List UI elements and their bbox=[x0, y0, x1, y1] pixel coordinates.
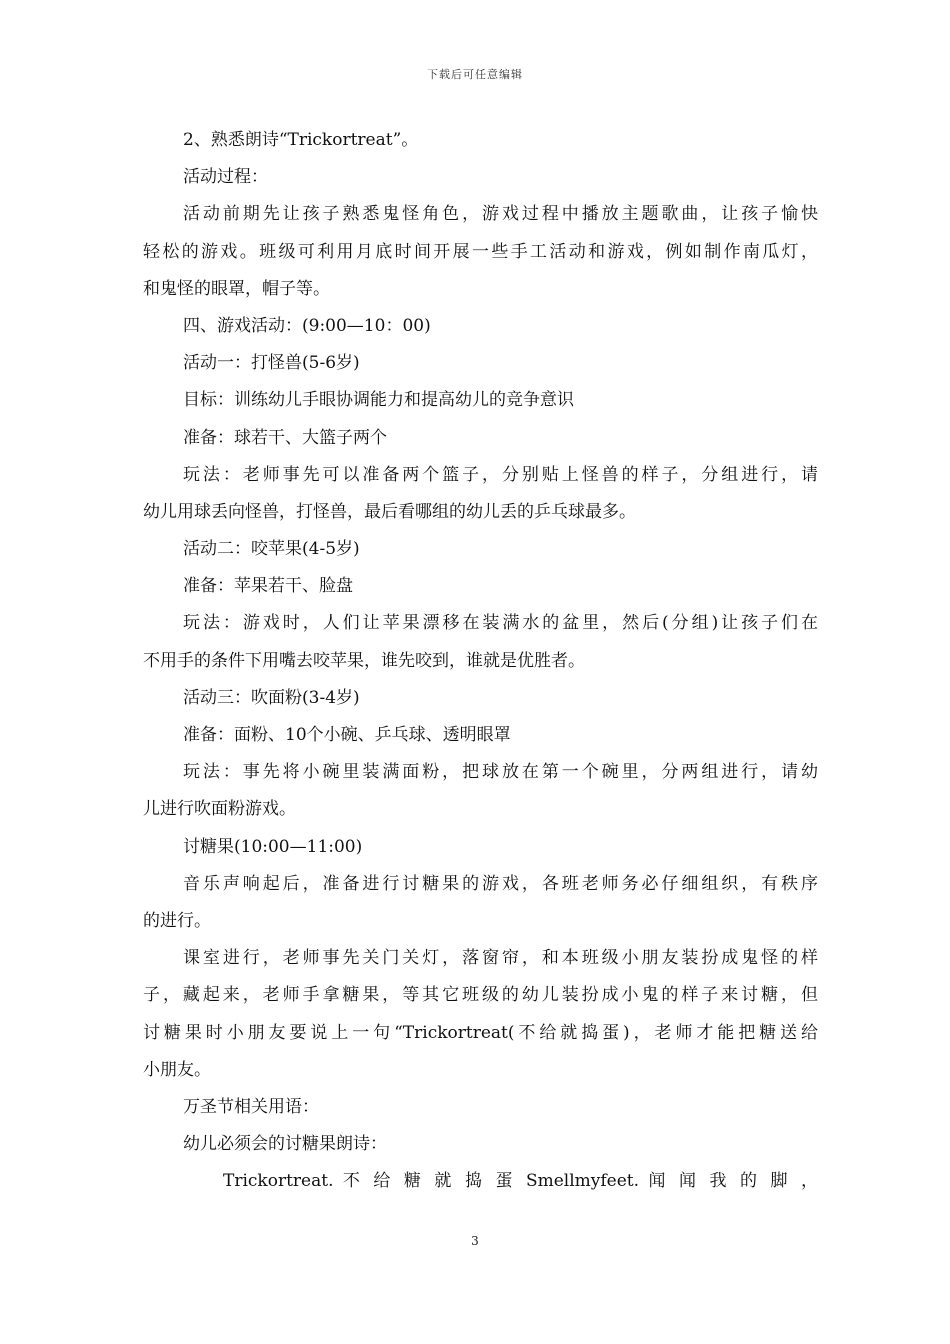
page-header: 下载后可任意编辑 bbox=[427, 68, 523, 81]
paragraph-line: 2、熟悉朗诗“Trickortreat”。 bbox=[183, 130, 419, 150]
paragraph-line: 不用手的条件下用嘴去咬苹果，谁先咬到，谁就是优胜者。 bbox=[143, 650, 585, 671]
activity-title: 活动二：咬苹果(4-5岁) bbox=[183, 539, 360, 560]
paragraph-line: 子，藏起来，老师手拿糖果，等其它班级的幼儿装扮成小鬼的样子来讨糖，但 bbox=[143, 985, 818, 1006]
paragraph-line: 讨糖果时小朋友要说上一句“Trickortreat(不给就捣蛋)，老师才能把糖送给 bbox=[143, 1022, 818, 1043]
paragraph-line: 课室进行，老师事先关门关灯，落窗帘，和本班级小朋友装扮成鬼怪的样 bbox=[183, 948, 818, 969]
paragraph-line: 幼儿用球丢向怪兽，打怪兽，最后看哪组的幼儿丢的乒乓球最多。 bbox=[143, 501, 636, 522]
paragraph-line: 的进行。 bbox=[143, 910, 211, 931]
paragraph-line: 准备：球若干、大篮子两个 bbox=[183, 427, 387, 448]
paragraph-line: 和鬼怪的眼罩，帽子等。 bbox=[143, 278, 330, 299]
section-heading: 活动过程： bbox=[183, 167, 268, 188]
paragraph-line: 目标：训练幼儿手眼协调能力和提高幼儿的竞争意识 bbox=[183, 390, 574, 411]
paragraph-line: 儿进行吹面粉游戏。 bbox=[143, 799, 296, 820]
poem-line: Trickortreat. 不 给 糖 就 捣 蛋 Smellmyfeet. 闻 闻 我 的 脚 ， bbox=[223, 1171, 818, 1192]
section-heading: 四、游戏活动：(9:00—10：00) bbox=[183, 315, 431, 336]
activity-title: 活动一：打怪兽(5-6岁) bbox=[183, 353, 360, 374]
document-body bbox=[143, 122, 818, 1200]
paragraph-line: 玩法：事先将小碗里装满面粉，把球放在第一个碗里，分两组进行，请幼 bbox=[183, 762, 818, 783]
paragraph-line: 玩法：游戏时，人们让苹果漂移在装满水的盆里，然后(分组)让孩子们在 bbox=[183, 613, 818, 634]
section-heading: 幼儿必须会的讨糖果朗诗： bbox=[183, 1134, 387, 1155]
paragraph-line: 小朋友。 bbox=[143, 1059, 211, 1080]
page-number: 3 bbox=[471, 1234, 479, 1248]
paragraph-line: 音乐声响起后，准备进行讨糖果的游戏，各班老师务必仔细组织，有秩序 bbox=[183, 873, 818, 894]
activity-title: 活动三：吹面粉(3-4岁) bbox=[183, 687, 360, 708]
paragraph-line: 活动前期先让孩子熟悉鬼怪角色，游戏过程中播放主题歌曲，让孩子愉快 bbox=[183, 204, 818, 225]
section-heading: 万圣节相关用语： bbox=[183, 1096, 319, 1117]
paragraph-line: 准备：面粉、10个小碗、乒乓球、透明眼罩 bbox=[183, 725, 511, 745]
section-heading: 讨糖果(10:00—11:00) bbox=[183, 836, 363, 857]
paragraph-line: 轻松的游戏。班级可利用月底时间开展一些手工活动和游戏，例如制作南瓜灯， bbox=[143, 241, 818, 262]
paragraph-line: 玩法：老师事先可以准备两个篮子，分别贴上怪兽的样子，分组进行，请 bbox=[183, 464, 818, 485]
paragraph-line: 准备：苹果若干、脸盘 bbox=[183, 576, 353, 597]
